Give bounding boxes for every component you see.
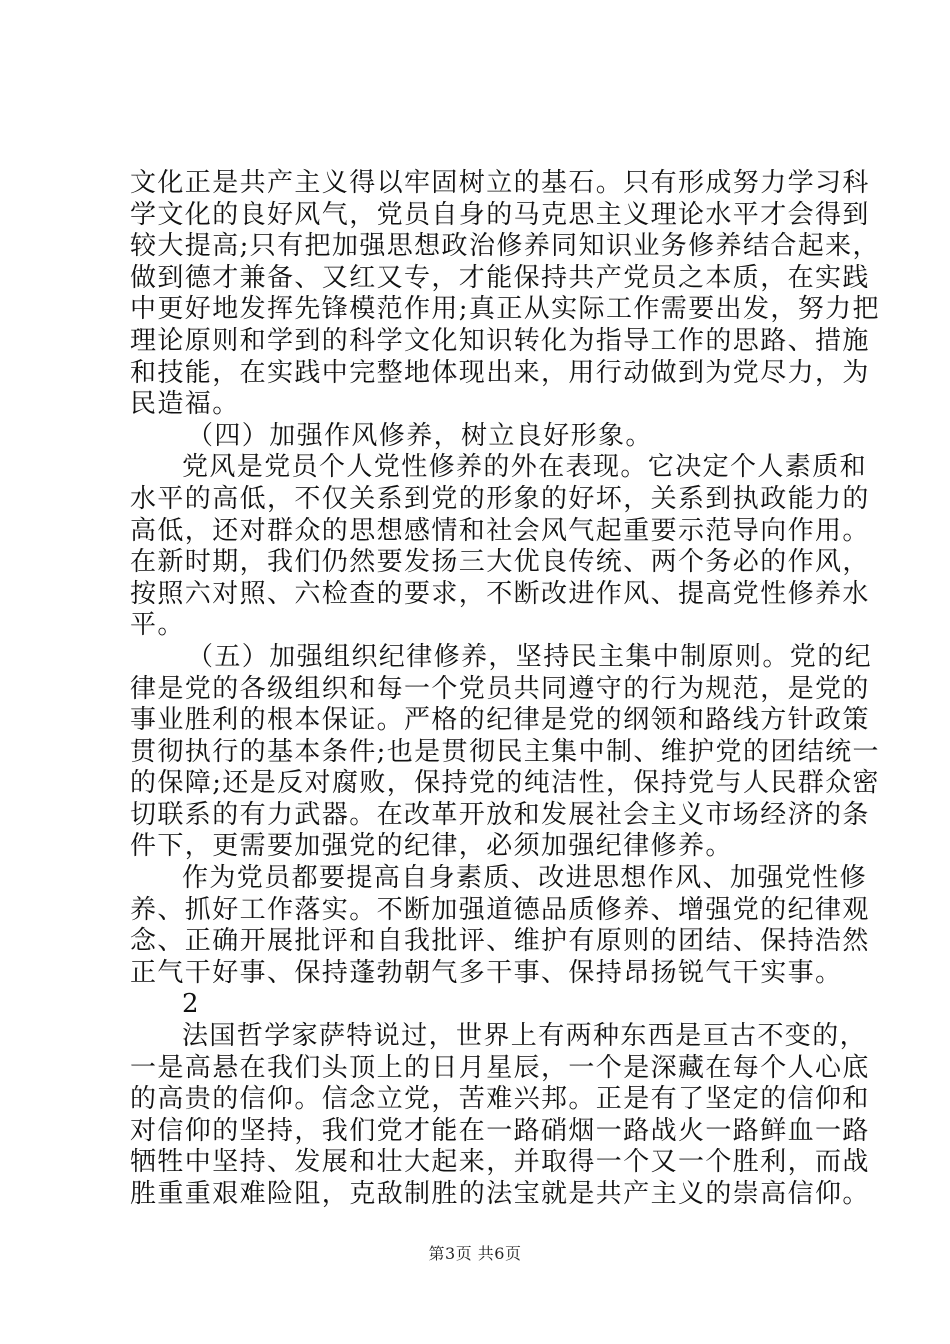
text-line: 的保障;还是反对腐败，保持党的纯洁性，保持党与人民群众密 [130, 768, 880, 799]
document-body [130, 168, 880, 1211]
text-line: 理论原则和学到的科学文化知识转化为指导工作的思路、措施 [130, 325, 870, 356]
text-line: 贯彻执行的基本条件;也是贯彻民主集中制、维护党的团结统一 [130, 736, 880, 767]
page-footer: 第3页 共6页 [428, 1244, 522, 1263]
text-line: 高低，还对群众的思想感情和社会风气起重要示范导向作用。 [130, 515, 870, 546]
text-line: 按照六对照、六检查的要求，不断改进作风、提高党性修养水 [130, 578, 870, 609]
paragraph-start: 党风是党员个人党性修养的外在表现。它决定个人素质和 [182, 452, 868, 483]
text-line: 做到德才兼备、又红又专，才能保持共产党员之本质，在实践 [130, 262, 870, 293]
text-line: 的高贵的信仰。信念立党，苦难兴邦。正是有了坚定的信仰和 [130, 1084, 870, 1115]
section-heading: （五）加强组织纪律修养，坚持民主集中制原则。党的纪 [187, 641, 873, 672]
text-line: 和技能，在实践中完整地体现出来，用行动做到为党尽力，为 [130, 357, 870, 388]
text-line: 平。 [130, 610, 185, 641]
text-line: 件下，更需要加强党的纪律，必须加强纪律修养。 [130, 831, 733, 862]
text-line: 胜重重艰难险阻，克敌制胜的法宝就是共产主义的崇高信仰。 [130, 1179, 870, 1209]
text-line: 较大提高;只有把加强思想政治修养同知识业务修养结合起来， [130, 231, 880, 262]
section-number: 2 [182, 989, 200, 1020]
text-line: 在新时期，我们仍然要发扬三大优良传统、两个务必的作风， [130, 547, 870, 578]
text-line: 正气干好事、保持蓬勃朝气多干事、保持昂扬锐气干实事。 [130, 957, 843, 988]
paragraph-start: 作为党员都要提高自身素质、改进思想作风、加强党性修 [182, 863, 868, 894]
text-line: 学文化的良好风气，党员自身的马克思主义理论水平才会得到 [130, 199, 870, 230]
text-line: 念、正确开展批评和自我批评、维护有原则的团结、保持浩然 [130, 926, 870, 957]
section-heading: （四）加强作风修养，树立良好形象。 [187, 420, 653, 451]
text-line: 牺牲中坚持、发展和壮大起来，并取得一个又一个胜利，而战 [130, 1147, 870, 1178]
text-line: 一是高悬在我们头顶上的日月星辰，一个是深藏在每个人心底 [130, 1052, 870, 1083]
text-line: 事业胜利的根本保证。严格的纪律是党的纲领和路线方针政策 [130, 705, 870, 736]
text-line: 文化正是共产主义得以牢固树立的基石。只有形成努力学习科 [130, 168, 870, 198]
paragraph-start: 法国哲学家萨特说过，世界上有两种东西是亘古不变的， [182, 1021, 868, 1052]
text-line: 律是党的各级组织和每一个党员共同遵守的行为规范，是党的 [130, 673, 870, 704]
text-line: 民造福。 [130, 389, 240, 420]
text-line: 对信仰的坚持，我们党才能在一路硝烟一路战火一路鲜血一路 [130, 1115, 870, 1146]
text-line: 养、抓好工作落实。不断加强道德品质修养、增强党的纪律观 [130, 894, 870, 925]
text-line: 切联系的有力武器。在改革开放和发展社会主义市场经济的条 [130, 799, 870, 830]
text-line: 水平的高低，不仅关系到党的形象的好坏，关系到执政能力的 [130, 483, 870, 514]
text-line: 中更好地发挥先锋模范作用;真正从实际工作需要出发，努力把 [130, 294, 880, 325]
